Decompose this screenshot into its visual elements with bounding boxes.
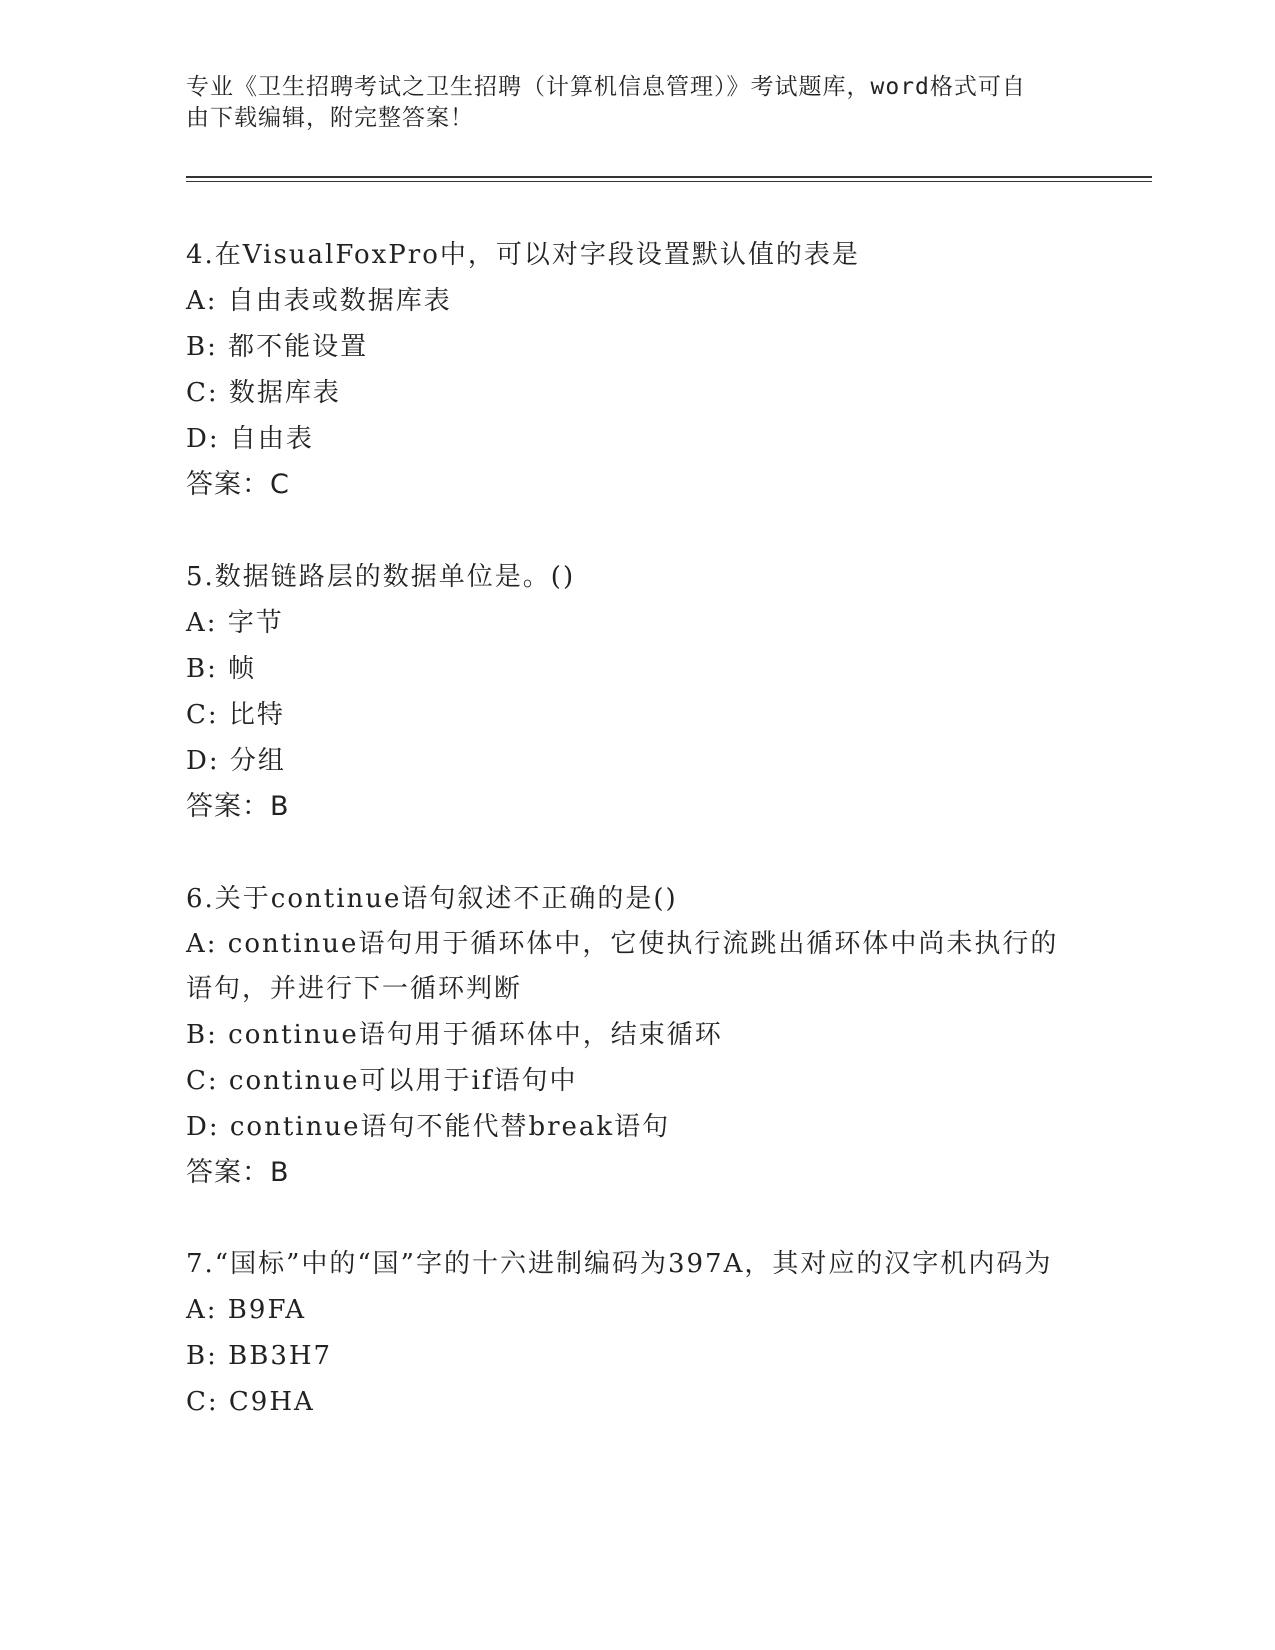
option-d: D: 自由表 bbox=[186, 424, 314, 454]
question-item bbox=[186, 1242, 1086, 1425]
question-stem: 4.在VisualFoxPro中，可以对字段设置默认值的表是 bbox=[186, 240, 860, 270]
option-b: B: continue语句用于循环体中，结束循环 bbox=[186, 1020, 723, 1050]
option-b: B: 都不能设置 bbox=[186, 332, 369, 362]
option-c: C: continue可以用于if语句中 bbox=[186, 1066, 578, 1096]
option-c: C: C9HA bbox=[186, 1387, 315, 1417]
option-b: B: BB3H7 bbox=[186, 1341, 333, 1371]
question-stem: 6.关于continue语句叙述不正确的是() bbox=[186, 884, 678, 914]
option-d: D: continue语句不能代替break语句 bbox=[186, 1112, 671, 1142]
option-d: D: 分组 bbox=[186, 746, 286, 776]
option-a: A: continue语句用于循环体中，它使执行流跳出循环体中尚未执行的语句，并进行下一循环判断 bbox=[186, 929, 1059, 1004]
question-stem: 5.数据链路层的数据单位是。() bbox=[186, 562, 576, 592]
option-b: B: 帧 bbox=[186, 654, 257, 684]
header-divider-thick bbox=[186, 176, 1152, 178]
answer-text: 答案：C bbox=[186, 469, 290, 500]
header-line-1: 专业《卫生招聘考试之卫生招聘（计算机信息管理）》考试题库，word格式可自 bbox=[186, 74, 1026, 100]
document-header bbox=[186, 72, 1066, 134]
option-a: A: 字节 bbox=[186, 608, 284, 638]
question-item bbox=[186, 232, 1086, 508]
option-c: C: 数据库表 bbox=[186, 378, 341, 408]
header-divider-thin bbox=[186, 181, 1152, 182]
option-c: C: 比特 bbox=[186, 700, 285, 730]
option-a: A: 自由表或数据库表 bbox=[186, 286, 452, 316]
option-a: A: B9FA bbox=[186, 1295, 307, 1325]
question-item bbox=[186, 554, 1086, 830]
answer-text: 答案：B bbox=[186, 791, 290, 822]
question-list bbox=[186, 232, 1086, 1471]
header-line-2: 由下载编辑，附完整答案！ bbox=[186, 105, 474, 131]
answer-text: 答案：B bbox=[186, 1157, 290, 1188]
question-stem: 7.“国标”中的“国”字的十六进制编码为397A，其对应的汉字机内码为 bbox=[186, 1249, 1053, 1279]
question-item bbox=[186, 876, 1086, 1196]
